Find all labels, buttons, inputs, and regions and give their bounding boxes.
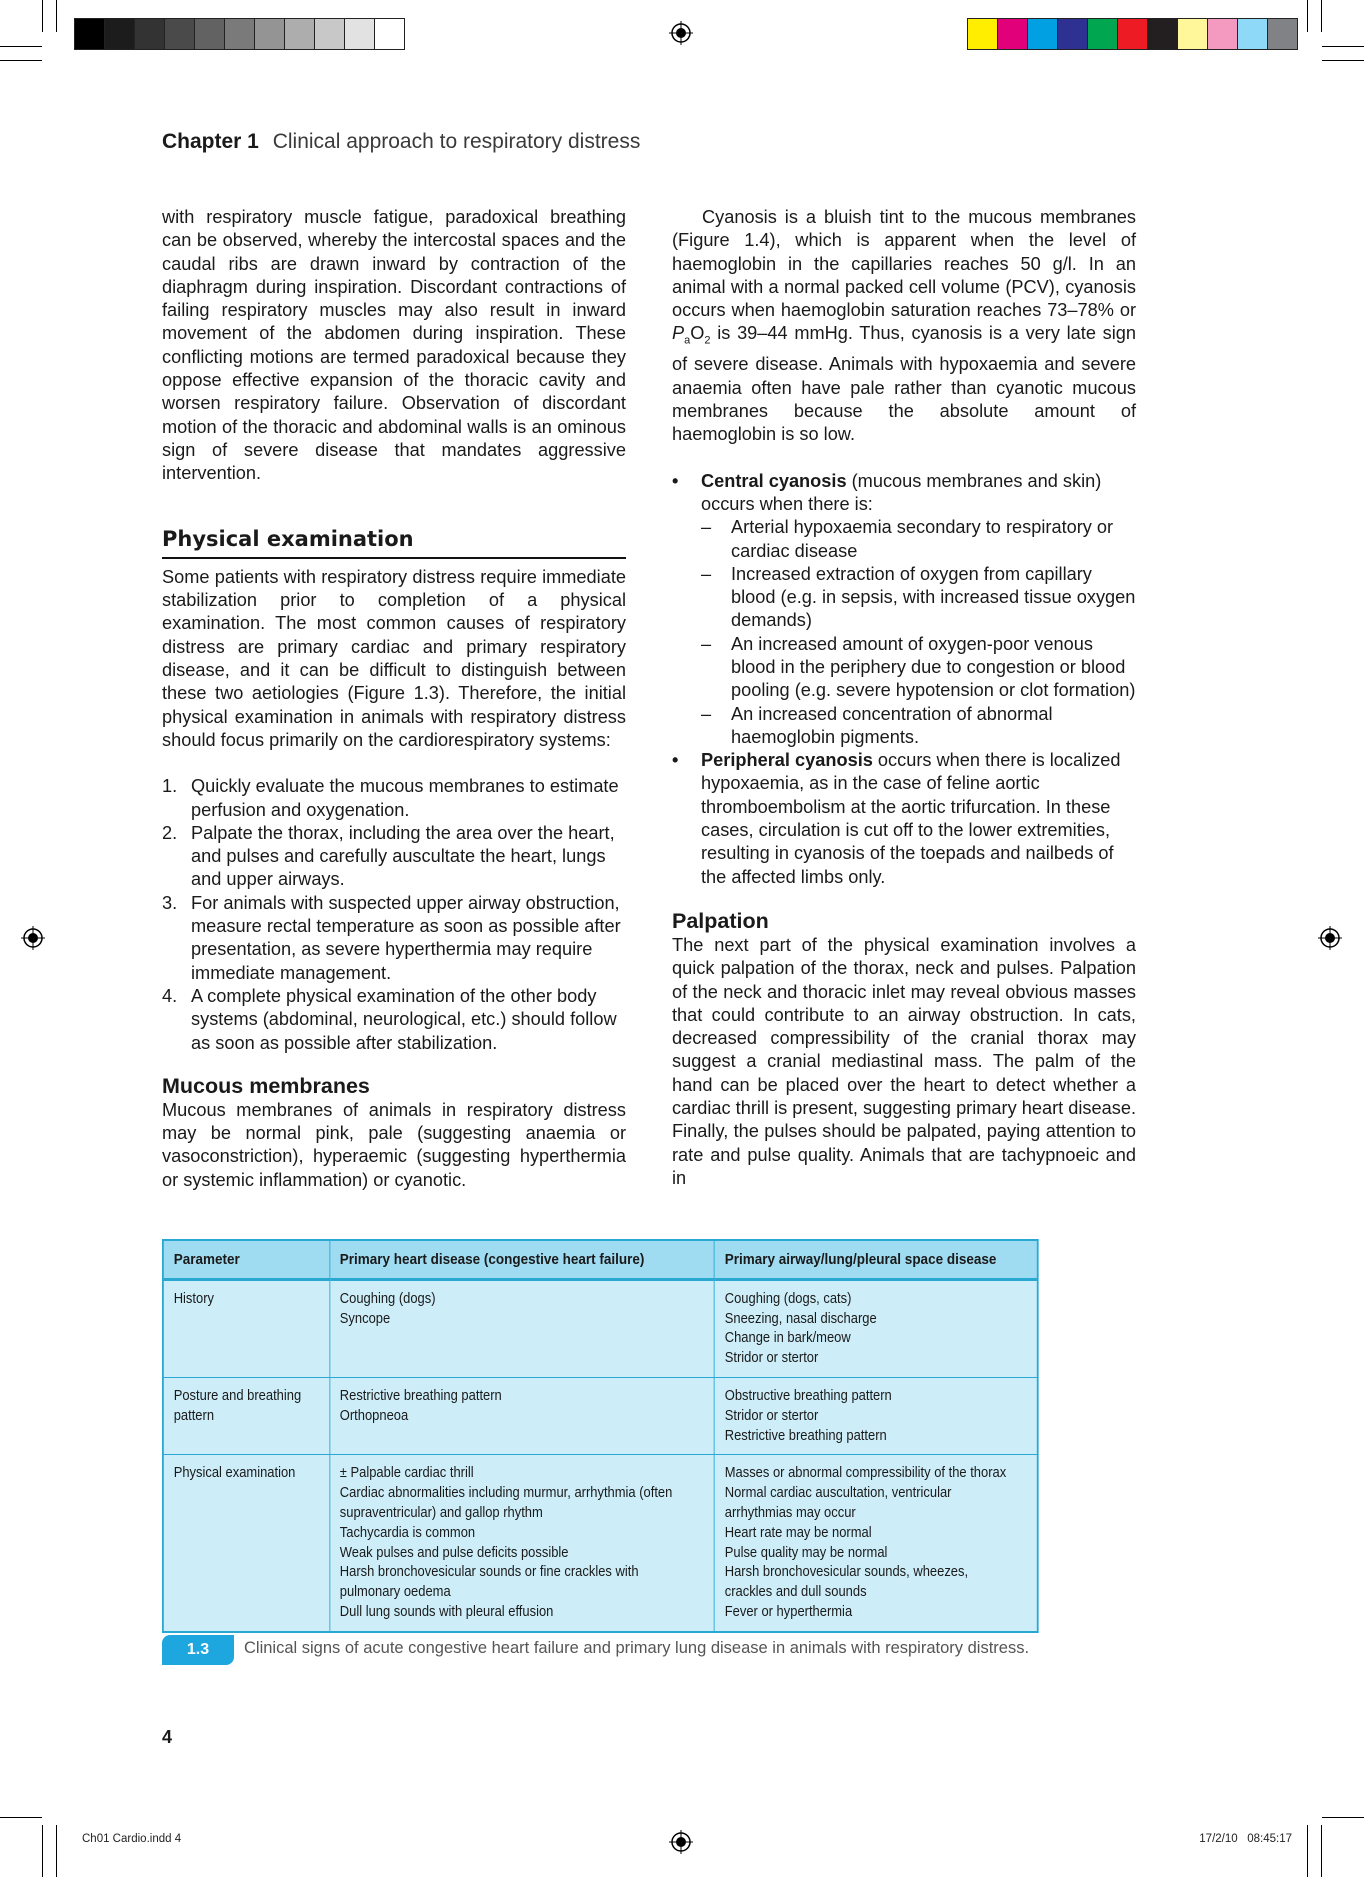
process-color-bar [967, 18, 1298, 50]
table-body [163, 1279, 1038, 1631]
list-number: 3. [162, 892, 178, 913]
table-row [163, 1279, 1038, 1377]
table-cell-line: Syncope [339, 1310, 391, 1327]
table-cell-line: Cardiac abnormalities including murmur, arrhythmia (often [339, 1485, 673, 1502]
table-header-row [163, 1240, 1038, 1279]
table-cell-airway [714, 1279, 1037, 1377]
table-cell-line: Heart rate may be normal [724, 1524, 872, 1541]
dash-icon: – [701, 563, 712, 584]
bullet-icon: • [672, 470, 679, 491]
registration-mark-icon [21, 926, 45, 950]
file-slug: Ch01 Cardio.indd 4 [82, 1833, 182, 1845]
table-cell-line: Harsh bronchovesicular sounds, wheezes, [724, 1564, 969, 1581]
table-cell-line: ± Palpable cardiac thrill [339, 1465, 474, 1482]
table-cell-line: pulmonary oedema [339, 1584, 451, 1601]
palpation-paragraph: The next part of the physical examination involves a quick palpation of the thorax, neck and pulses. Palpation of the neck and thoracic inlet may reveal obvious masses that could contribute to an airway obstruction. In cats, decreased compressibility of the cranial thorax may suggest a cranial mediastinal mass. The palm of the hand can be placed over the heart to detect whether a cardiac thrill is present, suggesting primary heart disease. Finally, the pulses should be palpated, paying attention to rate and pulse quality. Animals that are tachypnoeic and in [672, 934, 1136, 1188]
bullet-text: occurs when there is localized hypoxaemia, as in the case of feline aortic thromboembolism at the aortic trifurcation. In these cases, circulation is cut off to the lower extremities, resulting in cyanosis of the toepads and nailbeds of the affected limbs only. [701, 750, 1121, 887]
crop-mark [56, 0, 57, 32]
right-column [672, 206, 1136, 1190]
list-item [162, 892, 626, 985]
table-row [163, 1377, 1038, 1454]
process-color-swatch [1088, 19, 1118, 49]
dash-icon: – [701, 633, 712, 654]
table-cell-line: Restrictive breathing pattern [724, 1427, 887, 1444]
table-cell-line: Restrictive breathing pattern [339, 1387, 502, 1404]
crop-mark [56, 1825, 57, 1877]
table-cell-parameter: Physical examination [163, 1455, 330, 1632]
crop-mark [1307, 1825, 1308, 1877]
list-number: 1. [162, 776, 178, 797]
table-cell-line: arrhythmias may occur [724, 1504, 856, 1521]
clinical-signs-table [162, 1239, 1039, 1633]
grayscale-swatch [75, 19, 105, 49]
table-row [163, 1455, 1038, 1632]
bullet-icon: • [672, 750, 679, 771]
sub-list [701, 516, 1136, 749]
table-cell-line: Weak pulses and pulse deficits possible [339, 1544, 569, 1561]
table-cell-heart [329, 1279, 714, 1377]
crop-mark [1321, 1825, 1322, 1877]
pressure-subscript: a [684, 335, 691, 348]
crop-mark [1322, 1817, 1364, 1818]
crop-mark [1307, 0, 1308, 32]
table-cell-heart [329, 1455, 714, 1632]
mucous-paragraph: Mucous membranes of animals in respiratory distress may be normal pink, pale (suggesting anaemia or vasoconstriction), hyperaemic (suggesting hyperthermia or systemic inflammation) or cyanotic. [162, 1099, 626, 1190]
process-color-swatch [1028, 19, 1058, 49]
grayscale-swatch [165, 19, 195, 49]
list-number: 2. [162, 822, 178, 843]
registration-mark-icon [1318, 926, 1342, 950]
grayscale-swatch [285, 19, 315, 49]
crop-mark [1321, 0, 1322, 32]
list-text: Arterial hypoxaemia secondary to respiratory or cardiac disease [731, 517, 1114, 561]
figure-caption: Clinical signs of acute congestive heart failure and primary lung disease in animals with respiratory distress. [244, 1639, 1030, 1657]
table-cell-line: Coughing (dogs) [339, 1290, 436, 1307]
cyanosis-paragraph [672, 206, 1136, 447]
bullet-text: (mucous membranes and skin) occurs when there is: [701, 470, 1102, 514]
table-cell-parameter: Posture and breathing pattern [163, 1377, 330, 1454]
cyanosis-text: Cyanosis is a bluish tint to the mucous membranes (Figure 1.4), which is apparent when the level of haemoglobin in the capillaries reaches 50 g/l. In an animal with a normal packed cell volume (PCV), cyanosis occurs when haemoglobin saturation reaches 73–78% or [672, 207, 1136, 321]
table-cell-line: Tachycardia is common [339, 1524, 476, 1541]
table-cell-line: Change in bark/meow [724, 1330, 851, 1347]
crop-mark [42, 1825, 43, 1877]
list-item [162, 822, 626, 892]
chapter-title: Clinical approach to respiratory distress [272, 130, 641, 153]
process-color-swatch [1118, 19, 1148, 49]
registration-mark-icon [669, 21, 693, 45]
column-header: Primary heart disease (congestive heart failure) [329, 1240, 714, 1279]
subsection-title: Mucous membranes [162, 1073, 370, 1098]
list-text: Increased extraction of oxygen from capillary blood (e.g. in sepsis, with increased tissue oxygen demands) [731, 563, 1136, 631]
section-paragraph: Some patients with respiratory distress require immediate stabilization prior to completion of a physical examination. The most common causes of respiratory distress are primary cardiac and primary respiratory disease, and it can be difficult to distinguish between these two aetiologies (Figure 1.3). Therefore, the initial physical examination in animals with respiratory distress should focus primarily on the cardiorespiratory systems: [162, 566, 626, 750]
bullet-term: Peripheral cyanosis [701, 750, 873, 771]
table-cell-line: Orthopneoa [339, 1407, 409, 1424]
figure-number-badge: 1.3 [162, 1635, 234, 1665]
timestamp-slug: 17/2/10 08:45:17 [1199, 1833, 1292, 1845]
subsection-title: Palpation [672, 908, 769, 933]
list-item [162, 985, 626, 1055]
list-text: A complete physical examination of the other body systems (abdominal, neurological, etc.) should follow as soon as possible after stabilization. [191, 985, 617, 1053]
table-cell-airway [714, 1455, 1037, 1632]
process-color-swatch [1148, 19, 1178, 49]
left-column [162, 206, 626, 1192]
cyanosis-text-cont: is 39–44 mmHg. Thus, cyanosis is a very late sign of severe disease. Animals with hypoxaemia and severe anaemia often have pale rather than cyanotic mucous membranes because the absolute amount of haemoglobin is so low. [672, 323, 1136, 445]
table-cell-line: supraventricular) and gallop rhythm [339, 1504, 543, 1521]
table-cell-line: Dull lung sounds with pleural effusion [339, 1603, 554, 1620]
grayscale-swatch [195, 19, 225, 49]
cyanosis-list [672, 470, 1136, 889]
oxygen-symbol: O [690, 323, 705, 344]
crop-mark [0, 46, 42, 47]
table-cell-line: Masses or abnormal compressibility of the thorax [724, 1465, 1007, 1482]
grayscale-swatch [375, 19, 404, 49]
crop-mark [42, 0, 43, 32]
table-cell-line: Sneezing, nasal discharge [724, 1310, 877, 1327]
table-cell-parameter: History [163, 1279, 330, 1377]
list-item [701, 563, 1136, 633]
process-color-swatch [1238, 19, 1268, 49]
grayscale-swatch [255, 19, 285, 49]
grayscale-swatch [345, 19, 375, 49]
table-cell-line: Stridor or stertor [724, 1407, 819, 1424]
registration-mark-icon [669, 1830, 693, 1854]
grayscale-swatch [135, 19, 165, 49]
table-cell-line: Stridor or stertor [724, 1350, 819, 1367]
table-cell-line: Coughing (dogs, cats) [724, 1290, 852, 1307]
table-cell-line: Obstructive breathing pattern [724, 1387, 892, 1404]
pressure-symbol: P [672, 323, 685, 344]
crop-mark [0, 1817, 42, 1818]
chapter-number: Chapter 1 [162, 130, 259, 153]
table-cell-line: Harsh bronchovesicular sounds or fine crackles with [339, 1564, 639, 1581]
process-color-swatch [968, 19, 998, 49]
grayscale-swatch [315, 19, 345, 49]
process-color-swatch [1268, 19, 1297, 49]
examination-steps [162, 775, 626, 1055]
grayscale-color-bar [74, 18, 405, 50]
crop-mark [1322, 46, 1364, 47]
bullet-term: Central cyanosis [701, 470, 847, 491]
column-header: Parameter [163, 1240, 330, 1279]
list-item [701, 516, 1136, 563]
list-text: For animals with suspected upper airway obstruction, measure rectal temperature as soon as possible after presentation, as severe hyperthermia may require immediate management. [191, 892, 621, 983]
process-color-swatch [1178, 19, 1208, 49]
column-header: Primary airway/lung/pleural space disease [714, 1240, 1037, 1279]
list-item [701, 633, 1136, 703]
process-color-swatch [1208, 19, 1238, 49]
table-cell-line: Normal cardiac auscultation, ventricular [724, 1485, 952, 1502]
intro-paragraph: with respiratory muscle fatigue, paradoxical breathing can be observed, whereby the intercostal spaces and the caudal ribs are drawn inward by contraction of the diaphragm during inspiration. Discordant contractions of failing respiratory muscles may also result in inward movement of the abdomen during inspiration. These conflicting motions are termed paradoxical because they oppose effective expansion of the thoracic cavity and worsen respiratory failure. Observation of discordant motion of the thoracic and abdominal walls is an ominous sign of severe disease that mandates aggressive intervention. [162, 207, 626, 484]
list-text: An increased amount of oxygen-poor venous blood in the periphery due to congestion or blood pooling (e.g. severe hypotension or clot formation) [731, 633, 1136, 701]
table-cell-line: Fever or hyperthermia [724, 1603, 853, 1620]
crop-mark [1322, 60, 1364, 61]
table-cell-heart [329, 1377, 714, 1454]
dash-icon: – [701, 517, 712, 538]
page-number: 4 [162, 1727, 173, 1747]
table-cell-line: crackles and dull sounds [724, 1584, 867, 1601]
section-title: Physical examination [162, 528, 626, 559]
list-text: An increased concentration of abnormal haemoglobin pigments. [731, 703, 1053, 747]
list-item [672, 470, 1136, 750]
grayscale-swatch [105, 19, 135, 49]
grayscale-swatch [225, 19, 255, 49]
process-color-swatch [998, 19, 1028, 49]
list-text: Quickly evaluate the mucous membranes to estimate perfusion and oxygenation. [191, 776, 619, 820]
list-text: Palpate the thorax, including the area over the heart, and pulses and carefully auscultate the heart, lungs and upper airways. [191, 822, 615, 890]
list-item [162, 775, 626, 822]
list-item [672, 749, 1136, 889]
crop-mark [0, 60, 42, 61]
list-item [701, 703, 1136, 750]
dash-icon: – [701, 703, 712, 724]
chapter-header [162, 130, 640, 154]
process-color-swatch [1058, 19, 1088, 49]
list-number: 4. [162, 985, 178, 1006]
oxygen-subscript: 2 [704, 335, 711, 348]
table-cell-airway [714, 1377, 1037, 1454]
table-cell-line: Pulse quality may be normal [724, 1544, 888, 1561]
